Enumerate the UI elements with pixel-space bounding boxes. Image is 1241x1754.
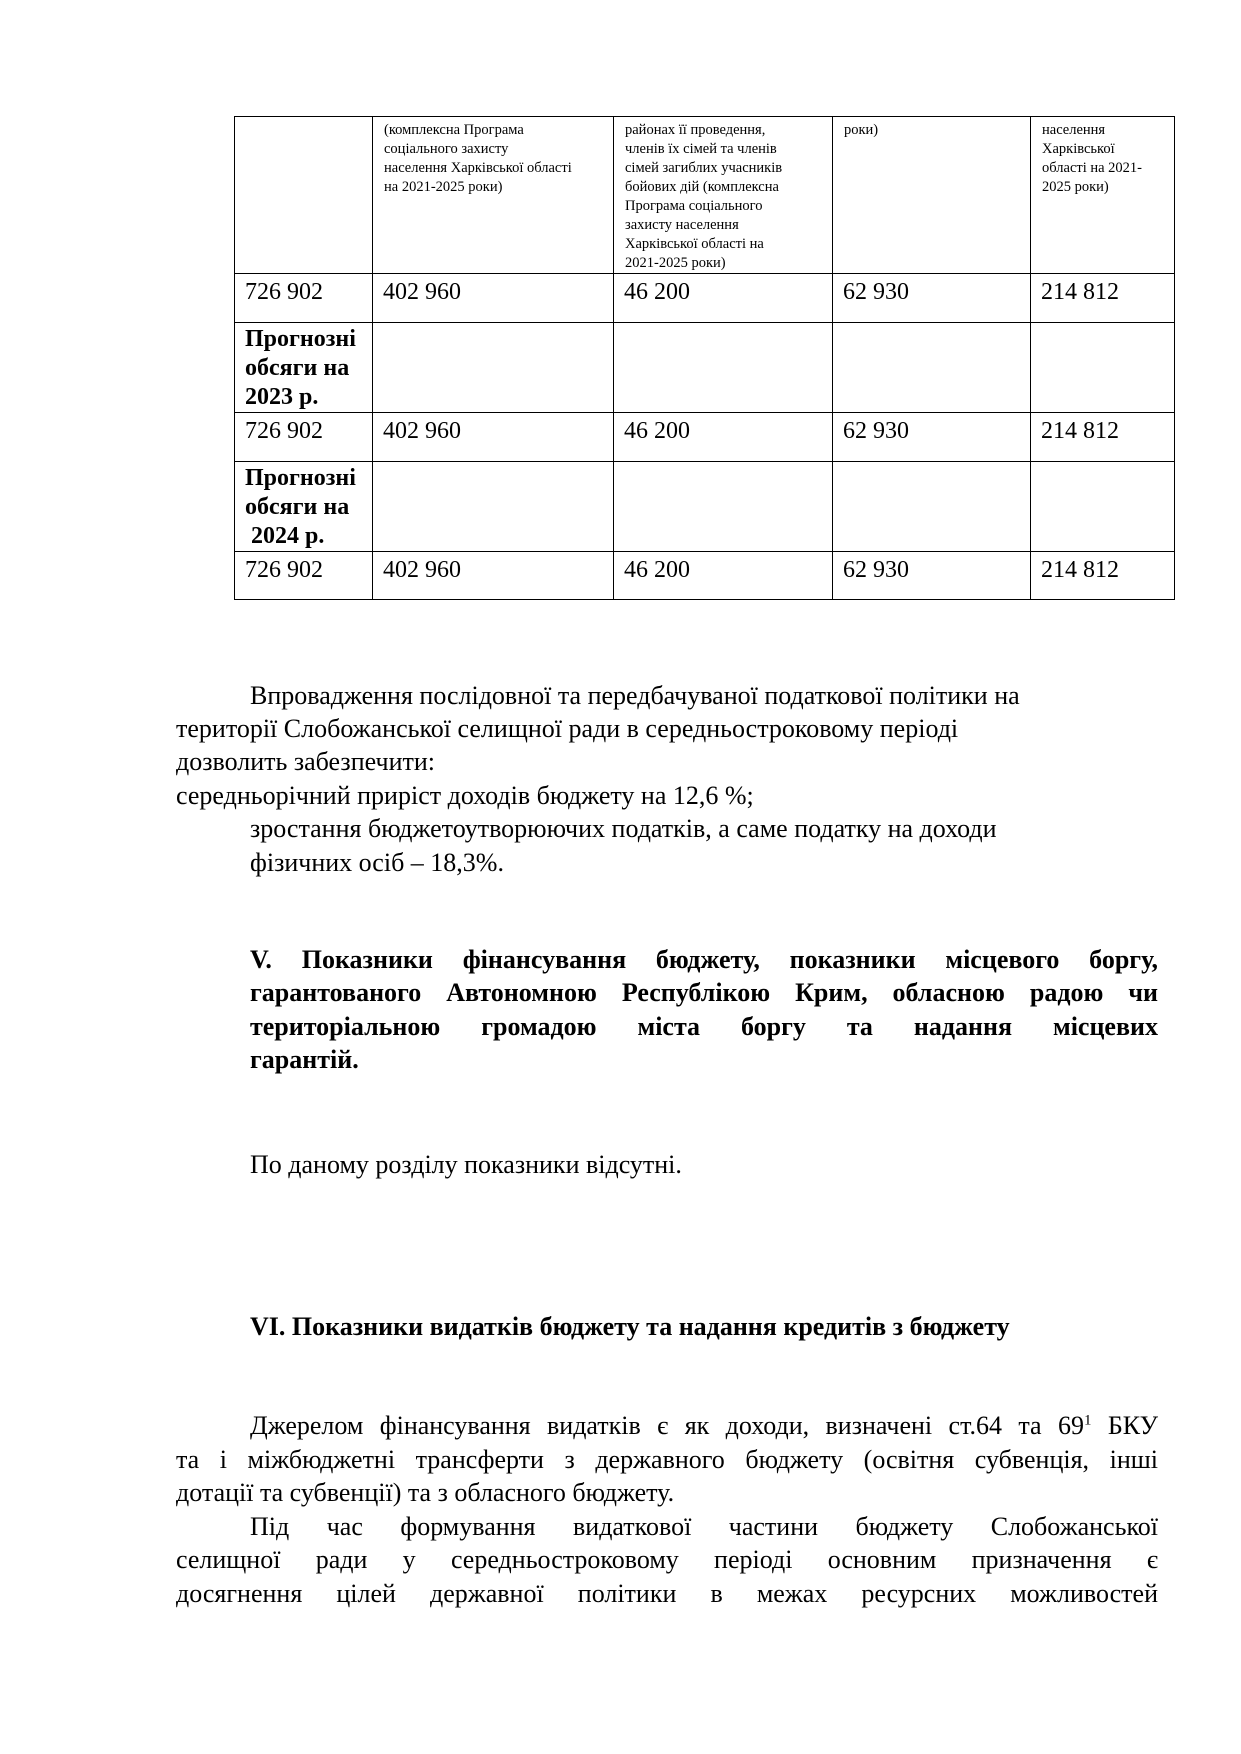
table-cell — [373, 117, 614, 274]
paragraph-line — [250, 1410, 1158, 1442]
table-cell — [833, 117, 1031, 274]
cell-value: 214 812 — [1041, 557, 1119, 583]
table-cell — [833, 552, 1031, 600]
table-cell — [833, 274, 1031, 323]
section-note: По даному розділу показники відсутні. — [250, 1150, 682, 1179]
table-cell — [1031, 323, 1175, 413]
cell-value: 402 960 — [383, 557, 461, 583]
header-line: населення — [1042, 122, 1106, 138]
text-span: БКУ — [1091, 1411, 1158, 1440]
table-row — [235, 413, 1175, 462]
table-cell — [235, 117, 373, 274]
table-cell — [235, 323, 373, 413]
header-line: населення Харківської області — [384, 160, 572, 176]
cell-value: 46 200 — [624, 279, 690, 305]
table-cell — [1031, 413, 1175, 462]
cell-value: 402 960 — [383, 418, 461, 444]
row-label-line: 2023 р. — [245, 384, 319, 410]
header-line: області на 2021- — [1042, 160, 1143, 176]
table-row — [235, 274, 1175, 323]
header-cell-text: роки) — [844, 122, 879, 138]
header-cell-text — [614, 117, 832, 273]
row-label — [235, 323, 372, 412]
row-label-line: обсяги на — [245, 494, 350, 520]
header-line: сімей загиблих учасників — [625, 160, 783, 176]
section-heading-line: територіальною громадою міста боргу та надання місцевих — [250, 1012, 1158, 1041]
table-cell — [373, 274, 614, 323]
table-cell — [235, 274, 373, 323]
table-cell — [373, 462, 614, 552]
header-line: захисту населення — [625, 217, 739, 233]
table-cell — [833, 462, 1031, 552]
header-line: 2021-2025 роки) — [625, 255, 726, 271]
paragraph-line: селищної ради у середньостроковому періоді основним призначення є — [176, 1545, 1158, 1574]
table-cell — [614, 552, 833, 600]
header-cell-text — [1031, 117, 1174, 197]
table-row — [235, 552, 1175, 600]
table-cell — [373, 552, 614, 600]
paragraph-line: фізичних осіб – 18,3%. — [250, 848, 504, 877]
table-cell — [614, 413, 833, 462]
table-cell — [614, 323, 833, 413]
cell-value: 214 812 — [1041, 418, 1119, 444]
paragraph-line: Впровадження послідовної та передбачуваної податкової політики на — [250, 681, 1020, 710]
table-cell — [1031, 117, 1175, 274]
table-cell — [373, 413, 614, 462]
row-label — [235, 462, 372, 551]
table-cell — [614, 274, 833, 323]
table-header-row — [235, 117, 1175, 274]
header-line: Харківської області на — [625, 236, 764, 252]
header-line: 2025 роки) — [1042, 179, 1109, 195]
table-cell — [235, 462, 373, 552]
section-heading-line: V. Показники фінансування бюджету, показники місцевого боргу, — [250, 945, 1158, 974]
superscript: 1 — [1083, 1412, 1092, 1429]
cell-value: 62 930 — [843, 418, 909, 444]
table-cell — [614, 462, 833, 552]
table-cell — [1031, 552, 1175, 600]
row-label-line: Прогнозні — [245, 465, 356, 491]
header-line: Програма соціального — [625, 198, 763, 214]
cell-value: 402 960 — [383, 279, 461, 305]
paragraph-line: дозволить забезпечити: — [176, 747, 435, 776]
table-cell — [1031, 462, 1175, 552]
table-cell — [235, 413, 373, 462]
paragraph-line: та і міжбюджетні трансферти з державного бюджету (освітня субвенція, інші — [176, 1445, 1158, 1474]
header-line: на 2021-2025 роки) — [384, 179, 503, 195]
table-row — [235, 462, 1175, 552]
cell-value: 62 930 — [843, 557, 909, 583]
header-line: членів їх сімей та членів — [625, 141, 777, 157]
header-line: (комплексна Програма — [384, 122, 524, 138]
table-row — [235, 323, 1175, 413]
header-line: бойових дій (комплексна — [625, 179, 779, 195]
paragraph-line: дотації та субвенції) та з обласного бюджету. — [176, 1478, 675, 1507]
cell-value: 726 902 — [245, 418, 323, 444]
paragraph-line: досягнення цілей державної політики в межах ресурсних можливостей — [176, 1579, 1158, 1608]
cell-value: 46 200 — [624, 557, 690, 583]
header-line: районах її проведення, — [625, 122, 766, 138]
row-label-line: Прогнозні — [245, 326, 356, 352]
header-line: соціального захисту — [384, 141, 509, 157]
table-cell — [833, 413, 1031, 462]
paragraph-line: зростання бюджетоутворюючих податків, а саме податку на доходи — [250, 814, 997, 843]
paragraph-line: середньорічний приріст доходів бюджету на 12,6 %; — [176, 781, 754, 810]
cell-value: 726 902 — [245, 557, 323, 583]
cell-value: 46 200 — [624, 418, 690, 444]
cell-value: 726 902 — [245, 279, 323, 305]
section-heading: VI. Показники видатків бюджету та надання кредитів з бюджету — [250, 1312, 1010, 1341]
table-cell — [1031, 274, 1175, 323]
paragraph-line: території Слобожанської селищної ради в середньостроковому періоді — [176, 714, 959, 743]
section-heading-line: гарантованого Автономною Республікою Крим, обласною радою чи — [250, 978, 1158, 1007]
table-cell — [833, 323, 1031, 413]
budget-table — [234, 116, 1175, 600]
row-label-line: 2024 р. — [245, 523, 325, 549]
table-cell — [235, 552, 373, 600]
text-span: Джерелом фінансування видатків є як доходи, визначені ст.64 та 69 — [250, 1411, 1084, 1440]
header-cell-text — [373, 117, 613, 197]
section-heading-line: гарантій. — [250, 1045, 359, 1074]
cell-value: 62 930 — [843, 279, 909, 305]
row-label-line: обсяги на — [245, 355, 350, 381]
table-cell — [614, 117, 833, 274]
cell-value: 214 812 — [1041, 279, 1119, 305]
paragraph-line: Під час формування видаткової частини бюджету Слобожанської — [250, 1512, 1158, 1541]
table-cell — [373, 323, 614, 413]
header-line: Харківської — [1042, 141, 1115, 157]
